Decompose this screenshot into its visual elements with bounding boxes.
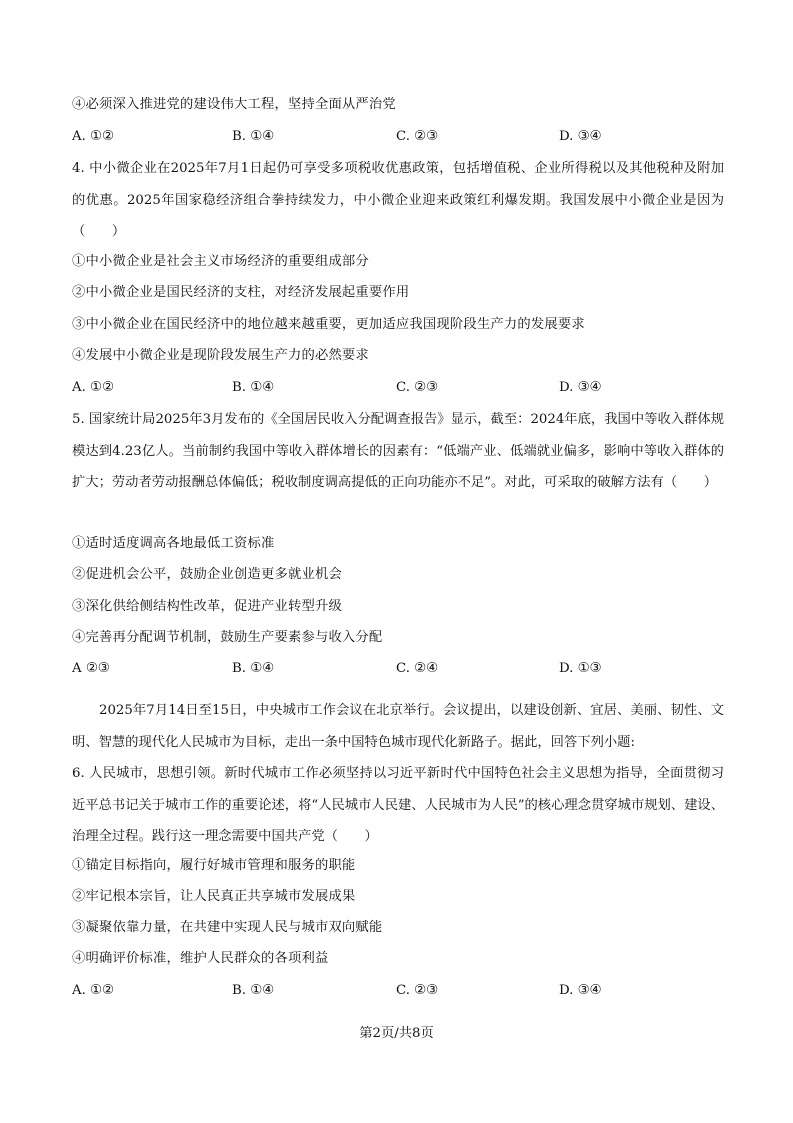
q5-item-1: ①适时适度调高各地最低工资标准 xyxy=(72,536,275,551)
q5-stem: 5. 国家统计局2025年3月发布的《全国居民收入分配调查报告》显示，截至：2024年底，我国中等收入群体规模达到4.23亿人。当前制约我国中等收入群体增长的因素有：“低端产业、低端就业偏多，影响中等收入群体的扩大；劳动者劳动报酬总体偏低；税收制度调高提低的正向功能亦不足”。对此，可采取的破解方法有（ ） xyxy=(72,412,724,491)
q4-option-a[interactable]: A. ①② xyxy=(72,380,114,395)
q5-option-a[interactable]: A ②③ xyxy=(72,661,110,676)
q4-stem: 4. 中小微企业在2025年7月1日起仍可享受多项税收优惠政策，包括增值税、企业所得税以及其他税种及附加的优惠。2025年国家稳经济组合拳持续发力，中小微企业迎来政策红利爆发期。我国发展中小微企业是因为（ ） xyxy=(72,161,724,240)
q5-item-4: ④完善再分配调节机制，鼓励生产要素参与收入分配 xyxy=(72,630,383,645)
q3-option-d[interactable]: D. ③④ xyxy=(559,129,602,144)
q5-option-d[interactable]: D. ①③ xyxy=(559,661,602,676)
q6-option-b[interactable]: B. ①④ xyxy=(232,983,275,998)
q6-option-c[interactable]: C. ②③ xyxy=(396,983,438,998)
q6-stem: 6. 人民城市，思想引领。新时代城市工作必须坚持以习近平新时代中国特色社会主义思想为指导，全面贯彻习近平总书记关于城市工作的重要论述，将“人民城市人民建、人民城市为人民”的核心理念贯穿城市规划、建设、治理全过程。践行这一理念需要中国共产党（ ） xyxy=(72,766,724,845)
q3-option-b[interactable]: B. ①④ xyxy=(232,129,275,144)
q5-item-2: ②促进机会公平，鼓励企业创造更多就业机会 xyxy=(72,567,342,582)
q6-options xyxy=(72,981,724,1001)
q6-item-3: ③凝聚依靠力量，在共建中实现人民与城市双向赋能 xyxy=(72,920,383,935)
q5-option-c[interactable]: C. ②④ xyxy=(396,661,438,676)
q4-option-b[interactable]: B. ①④ xyxy=(232,380,275,395)
q4-options xyxy=(72,378,724,398)
q6-option-d[interactable]: D. ③④ xyxy=(559,983,602,998)
q6-item-2: ②牢记根本宗旨，让人民真正共享城市发展成果 xyxy=(72,889,356,904)
q5-options xyxy=(72,659,724,679)
q5-option-b[interactable]: B. ①④ xyxy=(232,661,275,676)
page-number: 第2页/共8页 xyxy=(359,1026,434,1041)
q4-item-3: ③中小微企业在国民经济中的地位越来越重要，更加适应我国现阶段生产力的发展要求 xyxy=(72,317,585,332)
q4-option-d[interactable]: D. ③④ xyxy=(559,380,602,395)
q4-option-c[interactable]: C. ②③ xyxy=(396,380,438,395)
q6-item-4: ④明确评价标准，维护人民群众的各项利益 xyxy=(72,951,329,966)
q6-option-a[interactable]: A. ①② xyxy=(72,983,114,998)
q3-option-c[interactable]: C. ②③ xyxy=(396,129,438,144)
q4-item-1: ①中小微企业是社会主义市场经济的重要组成部分 xyxy=(72,254,369,269)
q3-option-a[interactable]: A. ①② xyxy=(72,129,114,144)
intro-passage: 2025年7月14日至15日，中央城市工作会议在北京举行。会议提出，以建设创新、宜居、美丽、韧性、文明、智慧的现代化人民城市为目标，走出一条中国特色城市现代化新路子。据此，回答下列小题: xyxy=(72,703,724,750)
q3-item-4: ④必须深入推进党的建设伟大工程，坚持全面从严治党 xyxy=(72,97,396,112)
q3-options xyxy=(72,127,724,147)
q4-item-4: ④发展中小微企业是现阶段发展生产力的必然要求 xyxy=(72,348,369,363)
q6-item-1: ①锚定目标指向，履行好城市管理和服务的职能 xyxy=(72,858,356,873)
q4-item-2: ②中小微企业是国民经济的支柱，对经济发展起重要作用 xyxy=(72,285,410,300)
q5-item-3: ③深化供给侧结构性改革，促进产业转型升级 xyxy=(72,599,342,614)
